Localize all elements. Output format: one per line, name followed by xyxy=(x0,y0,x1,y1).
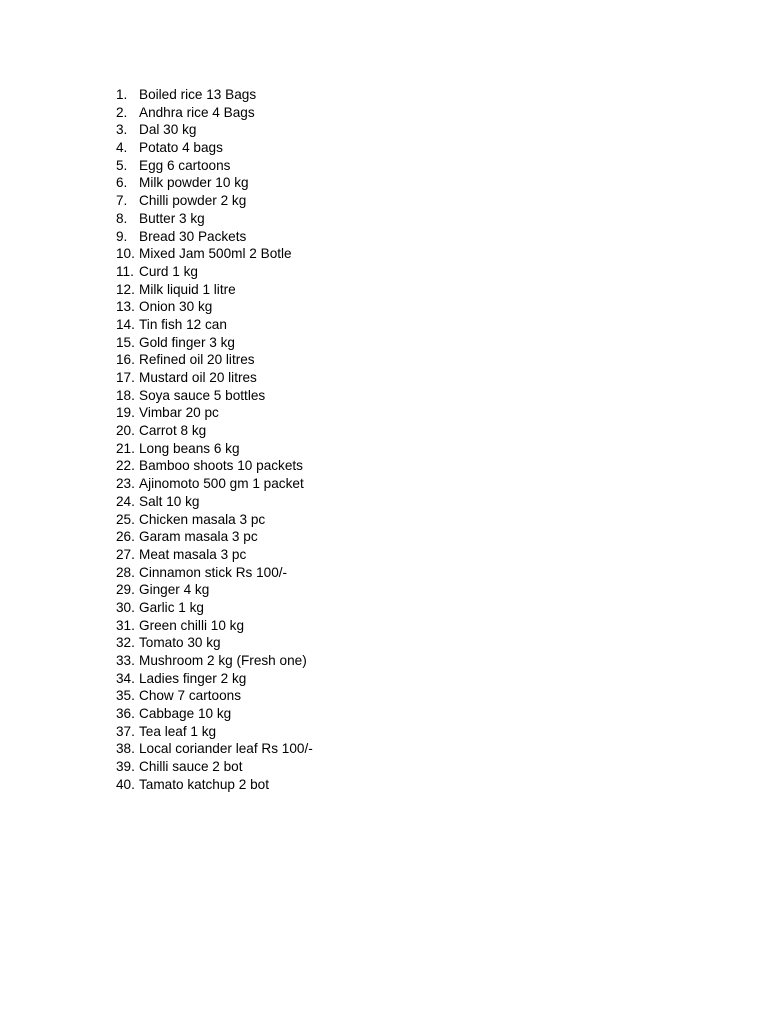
list-item xyxy=(116,617,313,635)
list-item xyxy=(116,316,313,334)
list-item-text: Green chilli 10 kg xyxy=(139,617,245,633)
list-item-text: Potato 4 bags xyxy=(139,140,223,156)
list-item xyxy=(116,457,313,475)
list-item xyxy=(116,298,313,316)
list-item-text: Mixed Jam 500ml 2 Botle xyxy=(139,246,292,262)
list-item-number: 32. xyxy=(116,635,135,651)
list-item-text: Long beans 6 kg xyxy=(139,440,240,456)
list-item-number: 21. xyxy=(116,440,135,456)
list-item-text: Dal 30 kg xyxy=(139,122,197,138)
list-item xyxy=(116,581,313,599)
list-item-text: Soya sauce 5 bottles xyxy=(139,387,266,403)
list-item-number: 19. xyxy=(116,405,135,421)
list-item-text: Local coriander leaf Rs 100/- xyxy=(139,741,313,757)
list-item-number: 16. xyxy=(116,352,135,368)
list-item-number: 33. xyxy=(116,653,135,668)
list-item xyxy=(116,422,313,440)
list-item-text: Bamboo shoots 10 packets xyxy=(139,458,303,474)
list-item xyxy=(116,210,313,228)
list-item-number: 31. xyxy=(116,617,135,633)
list-item-number: 28. xyxy=(116,564,135,580)
list-item-text: Tin fish 12 can xyxy=(139,316,227,332)
list-item-text: Refined oil 20 litres xyxy=(139,352,255,368)
list-item-text: Meat masala 3 pc xyxy=(139,546,247,562)
list-item xyxy=(116,281,313,299)
list-item-number: 13. xyxy=(116,299,135,315)
list-item xyxy=(116,687,313,705)
list-item-text: Egg 6 cartoons xyxy=(139,157,231,173)
list-item xyxy=(116,528,313,546)
list-item-text: Cinnamon stick Rs 100/- xyxy=(139,564,288,580)
list-item xyxy=(116,104,313,122)
list-item xyxy=(116,157,313,175)
list-item xyxy=(116,334,313,352)
list-item-text: Ajinomoto 500 gm 1 packet xyxy=(139,476,304,492)
list-item-number: 5. xyxy=(116,157,128,173)
list-item xyxy=(116,86,313,104)
list-item-number: 8. xyxy=(116,210,128,226)
list-item-text: Milk liquid 1 litre xyxy=(139,281,236,297)
list-item-number: 25. xyxy=(116,511,135,527)
list-item-number: 15. xyxy=(116,334,135,350)
list-item xyxy=(116,723,313,741)
list-item-number: 3. xyxy=(116,122,128,138)
list-item xyxy=(116,670,313,688)
grocery-list xyxy=(116,86,313,794)
list-item xyxy=(116,740,313,758)
list-item-number: 34. xyxy=(116,670,135,686)
list-item xyxy=(116,511,313,529)
list-item-text: Ladies finger 2 kg xyxy=(139,670,247,686)
list-item xyxy=(116,475,313,493)
list-item-number: 39. xyxy=(116,759,135,775)
list-item-text: Boiled rice 13 Bags xyxy=(139,87,257,102)
list-item-number: 24. xyxy=(116,493,135,509)
list-item-text: Andhra rice 4 Bags xyxy=(139,104,255,120)
list-item xyxy=(116,776,313,794)
list-item-number: 23. xyxy=(116,476,135,492)
list-item xyxy=(116,174,313,192)
list-item-number: 36. xyxy=(116,706,135,722)
list-item xyxy=(116,404,313,422)
list-item-text: Cabbage 10 kg xyxy=(139,706,232,722)
list-item-number: 18. xyxy=(116,387,135,403)
list-item-number: 22. xyxy=(116,458,135,474)
list-item-text: Butter 3 kg xyxy=(139,210,205,226)
list-item-number: 10. xyxy=(116,246,135,262)
list-item-text: Vimbar 20 pc xyxy=(139,405,219,421)
list-item-text: Salt 10 kg xyxy=(139,493,200,509)
list-item-number: 35. xyxy=(116,688,135,704)
list-item xyxy=(116,599,313,617)
list-item-number: 6. xyxy=(116,175,128,191)
list-item-number: 12. xyxy=(116,281,135,297)
list-item-number: 4. xyxy=(116,140,128,156)
list-item-text: Chicken masala 3 pc xyxy=(139,511,266,527)
list-item xyxy=(116,228,313,246)
list-item-number: 9. xyxy=(116,228,128,244)
list-item-text: Chilli sauce 2 bot xyxy=(139,759,243,775)
list-item xyxy=(116,705,313,723)
list-item-text: Garlic 1 kg xyxy=(139,599,204,615)
list-item-number: 1. xyxy=(116,87,128,102)
list-item-number: 2. xyxy=(116,104,128,120)
list-item xyxy=(116,351,313,369)
list-item-number: 30. xyxy=(116,599,135,615)
list-item-text: Tea leaf 1 kg xyxy=(139,723,217,739)
list-item-number: 17. xyxy=(116,370,135,385)
list-item-text: Tamato katchup 2 bot xyxy=(139,776,269,792)
list-item-text: Garam masala 3 pc xyxy=(139,529,258,545)
list-item-number: 27. xyxy=(116,546,135,562)
list-item xyxy=(116,387,313,405)
list-item xyxy=(116,493,313,511)
list-item-text: Gold finger 3 kg xyxy=(139,334,235,350)
list-item-text: Tomato 30 kg xyxy=(139,635,221,651)
list-item-number: 40. xyxy=(116,776,135,792)
list-item xyxy=(116,263,313,281)
list-item-text: Carrot 8 kg xyxy=(139,423,207,439)
list-item-number: 14. xyxy=(116,316,135,332)
list-item xyxy=(116,440,313,458)
list-item-text: Onion 30 kg xyxy=(139,299,213,315)
list-item xyxy=(116,546,313,564)
list-item xyxy=(116,369,313,387)
list-item xyxy=(116,564,313,582)
list-item-text: Chilli powder 2 kg xyxy=(139,193,247,209)
list-item-number: 29. xyxy=(116,582,135,598)
list-item-text: Ginger 4 kg xyxy=(139,582,210,598)
list-item-text: Chow 7 cartoons xyxy=(139,688,242,704)
list-item-text: Mushroom 2 kg (Fresh one) xyxy=(139,653,307,668)
list-item-text: Curd 1 kg xyxy=(139,263,198,279)
list-item-number: 26. xyxy=(116,529,135,545)
list-item-number: 11. xyxy=(116,263,134,279)
list-item-text: Milk powder 10 kg xyxy=(139,175,249,191)
list-item-number: 37. xyxy=(116,723,135,739)
list-item xyxy=(116,652,313,670)
list-item xyxy=(116,192,313,210)
list-item xyxy=(116,121,313,139)
list-item xyxy=(116,245,313,263)
list-item-text: Mustard oil 20 litres xyxy=(139,370,257,385)
list-item xyxy=(116,139,313,157)
list-item xyxy=(116,634,313,652)
list-item-number: 7. xyxy=(116,193,128,209)
list-item-number: 20. xyxy=(116,423,135,439)
list-item-text: Bread 30 Packets xyxy=(139,228,247,244)
list-item xyxy=(116,758,313,776)
list-item-number: 38. xyxy=(116,741,135,757)
